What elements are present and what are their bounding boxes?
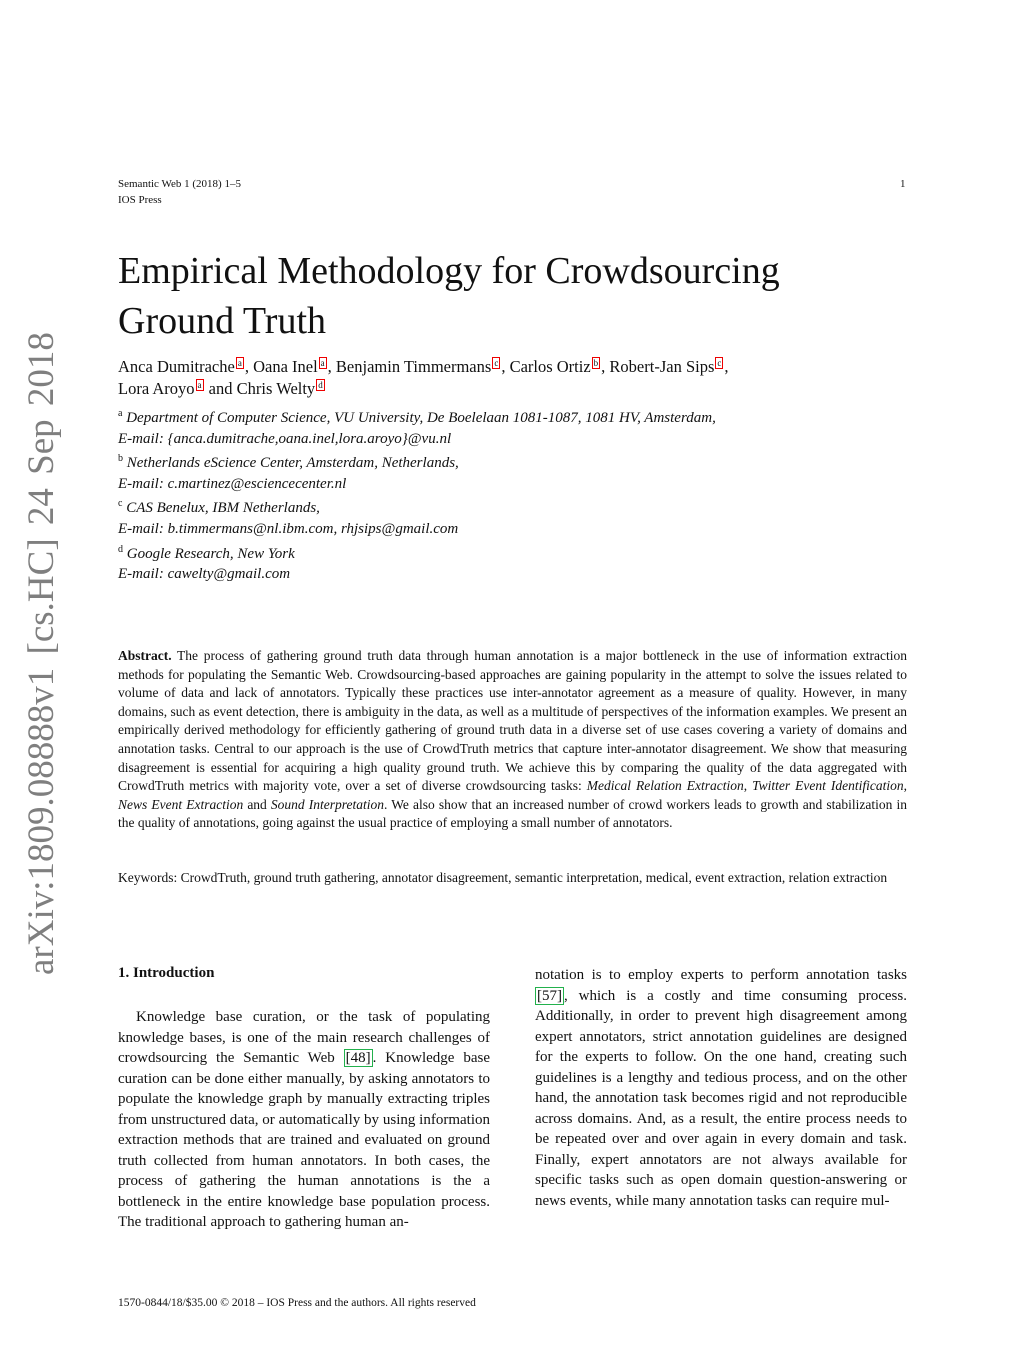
author-name: Chris Welty — [236, 379, 316, 398]
affiliation-email: E-mail: b.timmermans@nl.ibm.com, rhjsips@gmail.com — [118, 520, 459, 537]
affiliation-link[interactable]: b — [593, 357, 599, 368]
affiliation-org: $^c$ CAS Benelux, IBM Netherlands, — [118, 498, 320, 517]
affiliation-link[interactable]: d — [318, 379, 323, 390]
body-column-right: notation is to employ experts to perform annotation tasks [57] , which is a costly and time consuming process. Additionally, in order to prevent high disagreement among expert annotators, strict annotation guidelines are designed for the experts to follow. On the one hand, creating such guidelines is a lengthy and tedious process, and on the other hand, the annotation task becomes rigid and not reproducible across domains. And, as a result, the entire process needs to be repeated over and over again in every domain and task. Finally, expert annotators are not always available for specific tasks such as open domain question-answering or news events, while many annotation tasks can require mul- — [535, 967, 907, 1209]
paper-title — [118, 246, 898, 346]
affiliation-link[interactable]: a — [237, 357, 242, 368]
title-line-2: Ground Truth — [118, 300, 326, 342]
task-name: Medical Relation Extraction — [586, 778, 744, 794]
affiliations — [118, 404, 918, 585]
body-column-left: Knowledge base curation, or the task of populating knowledge bases, is one of the main research challenges of crowdsourcing the Semantic Web [48] . Knowledge base curation can be done either manually, by asking annotators to populate the knowledge graph by manually extracting triples from unstructured data, or automatically by using information extraction methods that are trained and evaluated on ground truth collected from human annotators. In both cases, the process of gathering the human annotations is the a bottleneck in the entire knowledge base population process. The traditional approach to gathering human an- — [118, 1009, 490, 1230]
author-name: Oana Inel — [253, 357, 318, 376]
author-list: Anca Dumitrache a , Oana Inel a , Benjamin Timmermans c , Carlos Ortiz b , Robert-Jan Sips c , Lora Aroyo a and Chris Welty d — [118, 357, 729, 398]
affiliation-org: $^d$ Google Research, New York — [118, 543, 295, 562]
affiliation-link[interactable]: c — [494, 357, 499, 368]
author-name: Benjamin Timmermans — [335, 357, 492, 376]
journal-line: Semantic Web 1 (2018) 1–5 — [118, 178, 241, 190]
affiliation-email: E-mail: c.martinez@esciencecenter.nl — [118, 475, 347, 492]
task-name: Twitter Event Identification — [752, 778, 904, 794]
affiliation-email: E-mail: {anca.dumitrache,oana.inel,lora.aroyo}@vu.nl — [118, 430, 452, 447]
citation-link[interactable]: [48] — [345, 1050, 371, 1066]
task-name: News Event Extraction — [118, 796, 244, 812]
author-name: Robert-Jan Sips — [609, 357, 715, 376]
affiliation-org: $^a$ Department of Computer Science, VU University, De Boelelaan 1081-1087, 1081 HV, Amsterdam, — [118, 408, 716, 426]
running-header — [118, 176, 241, 208]
abstract-label: Abstract. — [118, 648, 172, 663]
affiliation-email: E-mail: cawelty@gmail.com — [118, 566, 291, 583]
section-title: 1. Introduction — [118, 965, 215, 981]
affiliation-org: $^b$ Netherlands eScience Center, Amsterdam, Netherlands, — [118, 453, 459, 472]
author-name: Lora Aroyo — [118, 379, 195, 398]
task-name: Sound Interpretation — [270, 796, 385, 812]
author-name: Anca Dumitrache — [118, 357, 235, 376]
publisher-line: IOS Press — [118, 194, 162, 206]
affiliation-link[interactable]: a — [320, 357, 325, 368]
citation-link[interactable]: [57] — [537, 987, 562, 1004]
keywords: Keywords: CrowdTruth, ground truth gathering, annotator disagreement, semantic interpretation, medical, event extraction, relation extraction — [118, 870, 888, 885]
author-name: Carlos Ortiz — [509, 357, 591, 376]
title-line-1: Empirical Methodology for Crowdsourcing — [118, 250, 780, 292]
copyright-footer: 1570-0844/18/$35.00 © 2018 – IOS Press and the authors. All rights reserved — [118, 1297, 476, 1309]
abstract: Abstract. The process of gathering ground truth data through human annotation is a major bottleneck in the use of information extraction methods for populating the Semantic Web. Crowdsourcing-based approaches are gaining popularity in the attempt to solve the issues related to volume of data and lack of annotators. Typically these practices use inter-annotator agreement as a measure of quality. However, in many domains, such as event detection, there is ambiguity in the data, as well as a multitude of perspectives of the information examples. We present an empirically derived methodology for efficiently gathering of ground truth data in a diverse set of use cases covering a variety of domains and annotation tasks. Central to our approach is the use of CrowdTruth metrics that capture inter-annotator disagreement. We show that measuring disagreement is essential for acquiring a high quality ground truth. We achieve this by comparing the quality of the data aggregated with CrowdTruth metrics with majority vote, over a set of diverse crowdsourcing tasks: Medical Relation Extraction, Twitter Event Identification, News Event Extraction and Sound Interpretation. We also show that an increased number of crowd workers leads to growth and stabilization in the quality of annotations, going against the usual practice of employing a small number of annotators. — [118, 648, 908, 831]
affiliation-link[interactable]: c — [717, 357, 722, 368]
affiliation-link[interactable]: a — [197, 379, 202, 390]
page-number: 1 — [900, 178, 906, 190]
arxiv-side-stamp: arXiv:1809.08888v1 [cs.HC] 24 Sep 2018 — [21, 332, 62, 975]
